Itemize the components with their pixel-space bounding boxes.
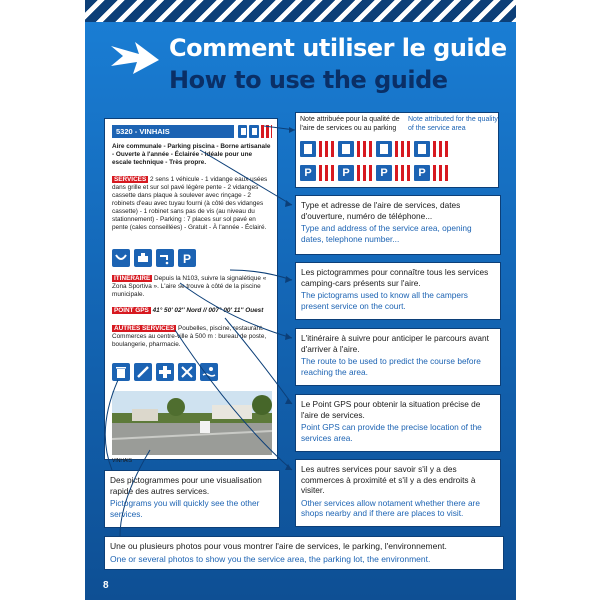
- pool-icon: [200, 363, 218, 381]
- service-badge-icon: [338, 141, 354, 157]
- callout-other-en: Other services allow notament whether there are shops nearby and if there are places to visit.: [301, 497, 480, 518]
- service-badge-icon: [414, 141, 430, 157]
- camper-service-icons: [112, 249, 196, 267]
- callout-pictograms-en: The pictograms used to know all the campers present service on the court.: [301, 290, 468, 311]
- page-title-en: How to use the guide: [169, 66, 448, 94]
- other-services-text: Poubelles, piscine, restaurant. Commerces au centre-ville à 500 m : bureau de poste, boulangerie, pharmacie.: [112, 325, 267, 348]
- photo-caption: VINHAIS: [112, 458, 133, 464]
- service-badge-icon: [376, 141, 392, 157]
- parking-badge-icon: P: [414, 165, 430, 181]
- gps-tag: POINT GPS: [114, 307, 149, 314]
- callout-itinerary: [295, 328, 501, 386]
- callout-quick-pictograms: [104, 470, 280, 528]
- area-photo: [112, 391, 272, 455]
- callout-pictograms-fr: Les pictogrammes pour connaître tous les services camping-cars présents sur l'aire.: [301, 267, 489, 288]
- callout-type-en: Type and address of the service area, opening dates, telephone number...: [301, 223, 472, 244]
- legend-row-parking: [300, 165, 449, 181]
- rating-flag-icon: [357, 141, 373, 157]
- services-text: 2 sens 1 véhicule - 1 vidange eaux usées dans grille et sur sol pavé légère pente - 2 vidanges cassette dans plaque à soulever avec rinçage - 2 robinets d'eau avec tuyau fourni (à côté des vidanges cassette) - 1 robinet sans pas de vis (au niveau du stationnement) - Parking : 7 places sur sol pavé en pente (cales conseillées) - Gratuit - À l'année - Éclairé.: [112, 176, 268, 231]
- card-services: [112, 176, 272, 232]
- callout-gps-fr: Le Point GPS pour obtenir la situation précise de l'aire de services.: [301, 399, 481, 420]
- tap-icon: [156, 249, 174, 267]
- bin-icon: [112, 363, 130, 381]
- parking-badge-icon: P: [300, 165, 316, 181]
- restaurant-icon: [178, 363, 196, 381]
- drain-icon: [134, 249, 152, 267]
- card-itinerary: [112, 275, 272, 299]
- callout-quick-fr: Des pictogrammes pour une visualisation rapide des autres services.: [110, 475, 262, 496]
- parking-badge-icon: P: [376, 165, 392, 181]
- rating-flag-icon: [357, 165, 373, 181]
- card-rating: [238, 125, 272, 138]
- arrow-icon: [109, 36, 161, 80]
- legend-row-services: [300, 141, 449, 157]
- header-stripes: [85, 0, 516, 22]
- rating-flag-icon: [395, 165, 411, 181]
- pharmacy-icon: [156, 363, 174, 381]
- wastewater-icon: [112, 249, 130, 267]
- svg-text:P: P: [183, 252, 192, 266]
- rating-flag-icon: [319, 141, 335, 157]
- legend-text-fr: Note attribuée pour la qualité de l'aire de services ou au parking: [300, 116, 400, 132]
- legend-text-en: Note attributed for the quality of the service area: [408, 116, 498, 132]
- callout-other-fr: Les autres services pour savoir s'il y a des commerces à proximité et s'il y a des endroits à visiter.: [301, 464, 476, 495]
- rating-flag-icon: [319, 165, 335, 181]
- rating-flag-icon: [433, 141, 449, 157]
- rating-badge-icon: [249, 125, 258, 138]
- other-service-icons: [112, 363, 218, 381]
- rating-flag-icon: [261, 125, 272, 138]
- service-badge-icon: [300, 141, 316, 157]
- callout-itinerary-en: The route to be used to predict the course before reaching the area.: [301, 356, 481, 377]
- callout-photos-en: One or several photos to show you the service area, the parking lot, the environment.: [110, 553, 431, 564]
- card-gps: [112, 307, 272, 315]
- card-intro: Aire communale - Parking piscina - Borne artisanale - Ouverte à l'année - Éclairée - Idéale pour une escale technique - Très propre.: [112, 143, 271, 166]
- page-number: 8: [103, 580, 109, 591]
- parking-icon: [178, 249, 196, 267]
- rating-badge-icon: [238, 125, 247, 138]
- callout-gps: [295, 394, 501, 452]
- rating-flag-icon: [395, 141, 411, 157]
- page-title-fr: Comment utiliser le guide: [169, 34, 507, 62]
- example-card: [104, 118, 278, 464]
- other-services-tag: AUTRES SERVICES: [114, 325, 175, 332]
- callout-pictograms: [295, 262, 501, 320]
- callout-gps-en: Point GPS can provide the precise location of the services area.: [301, 422, 482, 443]
- parking-badge-icon: P: [338, 165, 354, 181]
- card-title: 5320 - VINHAIS: [112, 125, 234, 138]
- card-other-services: [112, 325, 272, 349]
- callout-other-services: [295, 459, 501, 527]
- gps-value: 41° 50' 02'' Nord // 007° 00' 11'' Ouest: [152, 307, 264, 314]
- rating-flag-icon: [433, 165, 449, 181]
- callout-itinerary-fr: L'itinéraire à suivre pour anticiper le parcours avant d'arriver à l'aire.: [301, 333, 489, 354]
- post-icon: [134, 363, 152, 381]
- rating-legend: [295, 112, 499, 188]
- itinerary-tag: ITINÉRAIRE: [114, 275, 151, 282]
- card-header: [112, 125, 272, 138]
- services-tag: SERVICES: [114, 176, 147, 183]
- callout-quick-en: Pictograms you will quickly see the other services.: [110, 498, 260, 519]
- callout-type-fr: Type et adresse de l'aire de services, dates d'ouverture, numéro de téléphone...: [301, 200, 461, 221]
- callout-type: [295, 195, 501, 255]
- callout-photos: [104, 536, 504, 570]
- itinerary-text: Depuis la N103, suivre la signalétique « Zona Sportiva ». L'aire se trouve à côté de la piscine municipale.: [112, 275, 267, 298]
- callout-photos-fr: Une ou plusieurs photos pour vous montrer l'aire de services, le parking, l'environnement.: [110, 541, 447, 551]
